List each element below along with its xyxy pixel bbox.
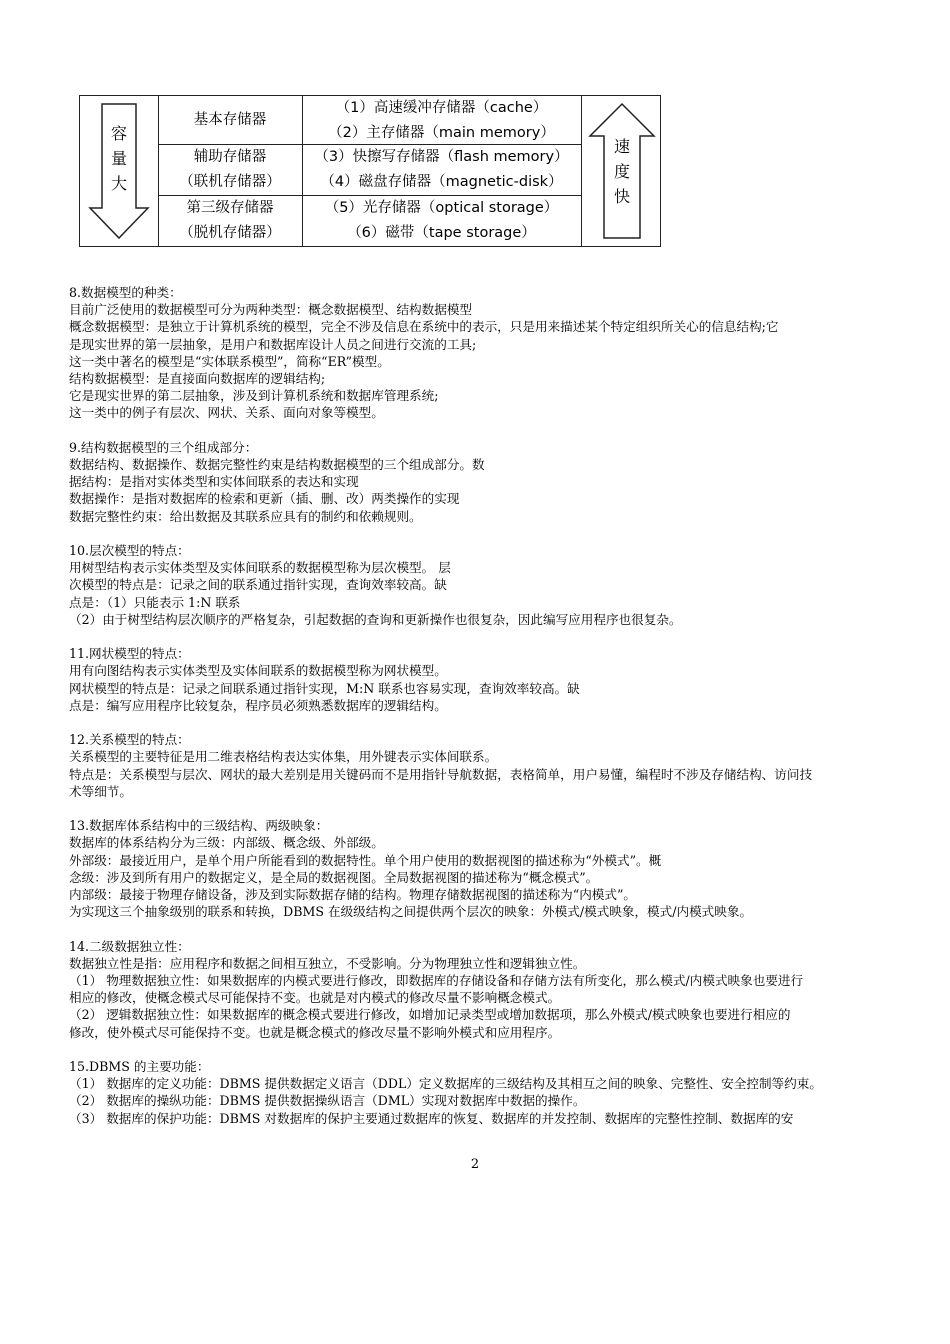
category-cell (158, 108, 302, 133)
text-line: 用有向图结构表示实体类型及实体间联系的数据模型称为网状模型。 (69, 663, 447, 679)
left-arrow-char: 容 (110, 124, 127, 143)
storage-item: （5）光存储器（optical storage） (324, 200, 559, 216)
text-line: 这一类中的例子有层次、网状、关系、面向对象等模型。 (69, 405, 384, 421)
text-line: 念级：涉及到所有用户的数据定义，是全局的数据视图。全局数据视图的描述称为“概念模式”。 (69, 869, 599, 885)
text-line: （2） 数据库的操纵功能：DBMS 提供数据操纵语言（DML）实现对数据库中数据的操作。 (69, 1093, 586, 1109)
paragraph-gap (69, 920, 904, 937)
paragraph-gap (69, 714, 904, 731)
text-line: 特点是：关系模型与层次、网状的最大差别是用关键码而不是用指针导航数据，表格简单，用户易懂，编程时不涉及存储结构、访问技 (69, 766, 813, 782)
text-line: 10.层次模型的特点： (69, 543, 190, 559)
category-cell (158, 196, 302, 246)
text-line: 用树型结构表示实体类型及实体间联系的数据模型称为层次模型。 层 (69, 560, 451, 576)
paragraph-gap (69, 422, 904, 439)
text-line: 它是现实世界的第二层抽象，涉及到计算机系统和数据库管理系统; (69, 388, 439, 404)
page-number: 2 (470, 1157, 480, 1172)
divider (581, 96, 582, 246)
storage-hierarchy-figure (79, 95, 661, 247)
text-line: 数据完整性约束：给出数据及其联系应具有的制约和依赖规则。 (69, 508, 422, 524)
category-text: 第三级存储器 (186, 200, 274, 216)
text-line: 目前广泛使用的数据模型可分为两种类型：概念数据模型、结构数据模型 (69, 302, 472, 318)
text-line: 11.网状模型的特点： (69, 646, 190, 662)
items-cell (302, 196, 581, 246)
category-cell (158, 145, 302, 195)
right-arrow-char: 度 (613, 162, 630, 181)
text-line: 相应的修改，使概念模式尽可能保持不变。也就是对内模式的修改尽量不影响概念模式。 (69, 990, 561, 1006)
storage-item: （1）高速缓冲存储器（cache） (335, 100, 548, 116)
items-cell (302, 145, 581, 195)
text-line: 15.DBMS 的主要功能： (69, 1059, 210, 1075)
text-line: 是现实世界的第一层抽象，是用户和数据库设计人员之间进行交流的工具; (69, 336, 477, 352)
text-line: （2） 逻辑数据独立性：如果数据库的概念模式要进行修改，如增加记录类型或增加数据项，那么外模式/模式映象也要进行相应的 (69, 1007, 791, 1023)
paragraph-gap (69, 1041, 904, 1058)
left-arrow-char: 大 (110, 174, 127, 193)
text-line: 数据库的体系结构分为三级：内部级、概念级、外部级。 (69, 835, 384, 851)
text-line: 这一类中著名的模型是“实体联系模型”，简称“ER”模型。 (69, 353, 390, 369)
text-line: 点是：（1）只能表示 1:N 联系 (69, 594, 241, 610)
storage-item: （3）快擦写存储器（flash memory） (314, 149, 569, 165)
paragraph-gap (69, 800, 904, 817)
text-line: 9.结构数据模型的三个组成部分： (69, 439, 258, 455)
category-text: （联机存储器） (179, 174, 281, 190)
text-line: 网状模型的特点是：记录之间联系通过指针实现，M:N 联系也容易实现，查询效率较高。缺 (69, 680, 580, 696)
text-line: （3） 数据库的保护功能：DBMS 对数据库的保护主要通过数据库的恢复、数据库的并发控制、数据库的完整性控制、数据库的安 (69, 1110, 794, 1126)
storage-item: （6）磁带（tape storage） (347, 225, 536, 241)
text-line: 关系模型的主要特征是用二维表格结构表达实体集，用外键表示实体间联系。 (69, 749, 498, 765)
right-arrow-text (610, 134, 634, 209)
right-arrow-char: 快 (613, 187, 630, 206)
paragraph-gap (69, 525, 904, 542)
text-line: 次模型的特点是：记录之间的联系通过指针实现，查询效率较高。缺 (69, 577, 447, 593)
text-line: 14.二级数据独立性： (69, 938, 190, 954)
text-line: （1） 数据库的定义功能：DBMS 提供数据定义语言（DDL）定义数据库的三级结构及其相互之间的映象、完整性、安全控制等约束。 (69, 1076, 822, 1092)
items-cell (302, 96, 581, 146)
storage-item: （4）磁盘存储器（magnetic-disk） (320, 174, 563, 190)
text-line: 数据结构、数据操作、数据完整性约束是结构数据模型的三个组成部分。数 (69, 457, 485, 473)
category-text: 辅助存储器 (193, 149, 267, 165)
text-line: 概念数据模型：是独立于计算机系统的模型，完全不涉及信息在系统中的表示，只是用来描述某个特定组织所关心的信息结构;它 (69, 319, 779, 335)
text-line: 结构数据模型：是直接面向数据库的逻辑结构; (69, 371, 326, 387)
text-line: 修改，使外模式尽可能保持不变。也就是概念模式的修改尽量不影响外模式和应用程序。 (69, 1024, 561, 1040)
storage-item: （2）主存储器（main memory） (328, 125, 555, 141)
paragraph-gap (69, 628, 904, 645)
text-line: 点是：编写应用程序比较复杂，程序员必须熟悉数据库的逻辑结构。 (69, 697, 447, 713)
text-line: 12.关系模型的特点： (69, 732, 190, 748)
text-line: 8.数据模型的种类： (69, 285, 182, 300)
text-line: （1） 物理数据独立性：如果数据库的内模式要进行修改，即数据库的存储设备和存储方法有所变化，那么模式/内模式映象也要进行 (69, 973, 804, 989)
text-line: 据结构：是指对实体类型和实体间联系的表达和实现 (69, 474, 359, 490)
text-line: 13.数据库体系结构中的三级结构、两级映象： (69, 818, 329, 834)
left-arrow-text (107, 121, 131, 196)
text-line: （2）由于树型结构层次顺序的严格复杂，引起数据的查询和更新操作也很复杂，因此编写应用程序也很复杂。 (69, 611, 682, 627)
text-line: 内部级：最接于物理存储设备，涉及到实际数据存储的结构。物理存储数据视图的描述称为“内模式”。 (69, 887, 637, 903)
category-text: （脱机存储器） (179, 225, 281, 241)
document-body (69, 284, 904, 1127)
right-arrow-char: 速 (613, 137, 630, 156)
category-text: 基本存储器 (193, 112, 267, 128)
text-line: 外部级：最接近用户，是单个用户所能看到的数据特性。单个用户使用的数据视图的描述称为“外模式”。概 (69, 852, 662, 868)
text-line: 术等细节。 (69, 783, 132, 799)
text-line: 为实现这三个抽象级别的联系和转换，DBMS 在级级结构之间提供两个层次的映象：外模式/模式映象，模式/内模式映象。 (69, 904, 753, 920)
left-arrow-char: 量 (110, 149, 127, 168)
text-line: 数据操作：是指对数据库的检索和更新（插、删、改）两类操作的实现 (69, 491, 460, 507)
text-line: 数据独立性是指：应用程序和数据之间相互独立，不受影响。分为物理独立性和逻辑独立性。 (69, 955, 586, 971)
